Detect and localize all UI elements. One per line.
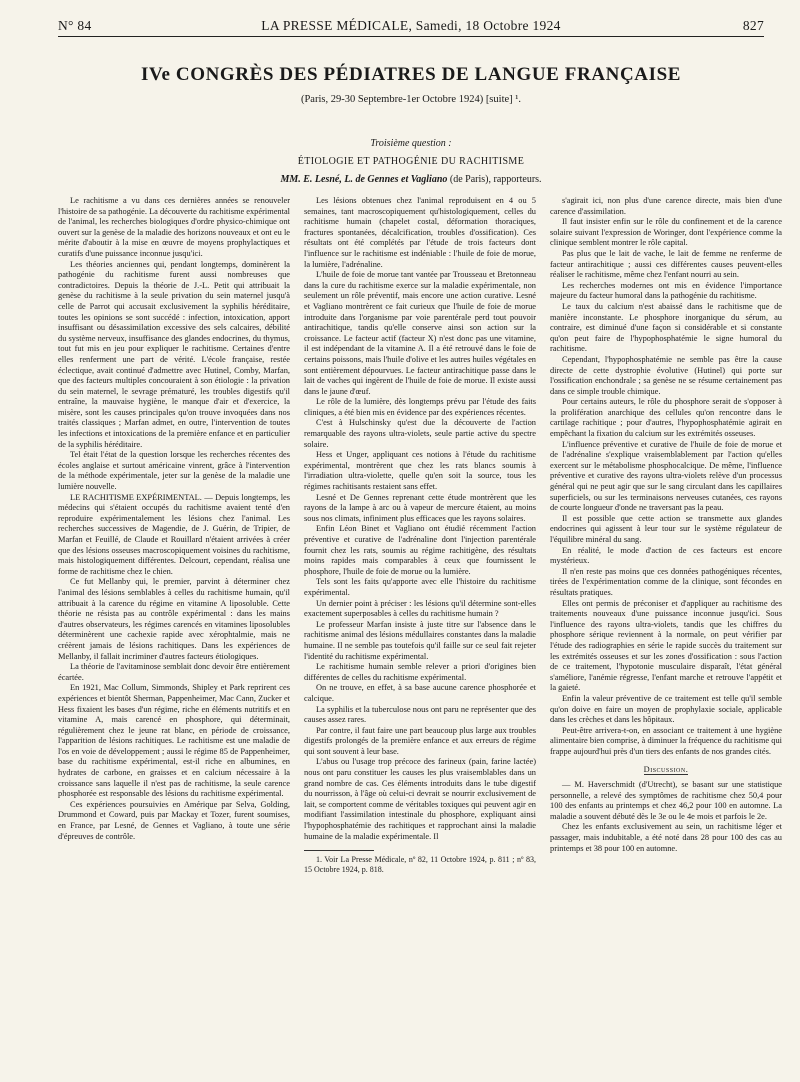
paragraph: Il n'en reste pas moins que ces données pathogéniques récentes, tirées de l'expérimentation comme de la clinique, sont fécondes en résultats pratiques. [550,566,782,597]
paragraph: Enfin la valeur préventive de ce traitement est telle qu'il semble qu'on doive en faire un moyen de prophylaxie sociale, applicable dans les crèches et dans les hôpitaux. [550,693,782,725]
paragraph: C'est à Hulschinsky qu'est due la découverte de l'action remarquable des rayons ultra-violets, seule partie active du spectre solaire. [304,418,536,449]
paragraph: Un dernier point à préciser : les lésions qu'il détermine sont-elles exactement superposables à celles du rachitisme humain ? [304,598,536,619]
paragraph: L'huile de foie de morue tant vantée par Trousseau et Bretonneau dans la cure du rachitisme exerce sur la maladie expérimentale, non seulement un rôle préventif, mais encore une action curative. Lesné et Vagliano montrèrent ce fait curieux que l'huile de foie de morue introduite dans l'organisme par voie parentérale perd tout pouvoir antirachitique, tandis qu'elle conserve ainsi son action sur la croissance. Le facteur actif (facteur X) n'est donc pas une vitamine, il est indépendant de la vitamine A. Il a été retrouvé dans le foie de certains poissons, mais l'huile d'olive et les autres huiles végétales en sont entièrement dépourvues. Le facteur antirachitique passe dans le lait de vaches qui ingèrent de l'huile de foie de morue. Il existe aussi dans le jaune d'œuf. [304,270,536,396]
paragraph: Lesné et De Gennes reprenant cette étude montrèrent que les rayons de la lampe à arc ou à vapeur de mercure étaient, au moins sous nos climats, infiniment plus efficaces que les rayons solaires. [304,492,536,523]
paragraph: Le professeur Marfan insiste à juste titre sur l'absence dans le rachitisme animal des lésions médullaires constantes dans la maladie humaine. Il ne semble pas toutefois qu'il faille sur ce seul fait rejeter l'identité du rachitisme expérimental. [304,619,536,661]
paragraph: Par contre, il faut faire une part beaucoup plus large aux troubles digestifs prolongés de la première enfance et aux erreurs de régime qui sont souvent à leur base. [304,725,536,756]
paragraph: Ces expériences poursuivies en Amérique par Selva, Golding, Drummond et Coward, puis par Mackay et Tozer, furent soumises, en France, par Lesné, de Gennes et Vagliano, à toute une série d'épreuves de contrôle. [58,799,290,841]
page-number: 827 [742,18,764,33]
paragraph: LE RACHITISME EXPÉRIMENTAL. — Depuis longtemps, les médecins qui s'étaient occupés du rachitisme avaient tenté d'en reproduire expérimentalement les lésions chez l'animal. Les recherches successives de Magendie, de J. Guérin, de Tripier, de Marfan et Feuillé, de Claude et Rouillard n'étaient arrivées à créer que des lésions osseuses macroscopiquement voisines du rachitisme, mais histologiquement différentes. Delcourt, cependant, réalisa une forme de rachitisme chez le chien. [58,492,290,576]
column-1 [58,196,290,1072]
paragraph: Peut-être arrivera-t-on, en associant ce traitement à une hygiène alimentaire bien comprise, à diminuer la fréquence du rachitisme qui frappe aujourd'hui près d'un tiers des enfants de nos grandes cités. [550,725,782,756]
paragraph: L'influence préventive et curative de l'huile de foie de morue et de l'adrénaline s'explique vraisemblablement par l'action qu'elles exercent sur le métabolisme phosphocalcique. De même, l'influence préventive et curative des rayons ultra-violets relève d'un processus général qui ne peut agir que sur le sang circulant dans les capillaires superficiels, ou sur les terminaisons nerveuses cutanées, ces rayons de courte longueur d'onde ne traversant pas la peau. [550,439,782,513]
paragraph: Tel était l'état de la question lorsque les recherches récentes des écoles anglaise et surtout américaine vinrent, grâce à l'intervention de la méthode expérimentale, jeter sur la genèse de la maladie une lumière nouvelle. [58,450,290,492]
paragraph: Pas plus que le lait de vache, le lait de femme ne renferme de facteur antirachitique ; aussi ces différentes causes peuvent-elles réaliser le rachitisme, même chez l'enfant nourri au sein. [550,248,782,280]
paragraph: L'abus ou l'usage trop précoce des farineux (pain, farine lactée) nous ont paru constituer les causes les plus vraisemblables dans un grand nombre de cas. Ces éléments introduits dans le tube digestif du nourrisson, à l'âge où celui-ci devrait se nourrir exclusivement de lait, se comportent comme de véritables toxiques qui peuvent agir en modifiant l'assimilation intestinale du phosphore, expliquant ainsi l'hypophosphatémie des rachitiques et rapprochant ainsi la maladie humaine de la maladie expérimentale. Il [304,757,536,841]
paragraph: Les lésions obtenues chez l'animal reproduisent en 4 ou 5 semaines, tant macroscopiquement qu'histologiquement, celles du rachitisme humain (chapelet costal, déformation thoraciques, fractures spontanées, décalcification, troubles d'ossification). Ces résultats ont été complétés par l'étude de trois facteurs dont l'influence sur le rachitisme est indéniable : l'huile de foie de morue, la lumière, l'adrénaline. [304,196,536,269]
paragraph: s'agirait ici, non plus d'une carence directe, mais bien d'une carence d'assimilation. [550,196,782,216]
paragraph: On ne trouve, en effet, à sa base aucune carence phosphorée et calcique. [304,683,536,703]
paragraph: Cependant, l'hypophosphatémie ne semble pas être la cause directe de cette dystrophie évolutive (Hutinel) qui porte sur l'ossification enchondrale ; sa genèse ne se résume certainement pas dans ce simple trouble chimique. [550,354,782,396]
issue-number: N° 84 [58,18,92,33]
column-2 [304,196,536,1072]
paragraph: Enfin Léon Binet et Vagliano ont étudié récemment l'action préventive et curative de l'adrénaline dont l'injection parentérale fournit chez les rats, soumis au régime rachitigène, des résultats moins rapides mais comparables à ceux que fournissent le phosphore, l'huile de foie de morue ou la lumière. [304,524,536,576]
discussion-paragraph: — M. Haverschmidt (d'Utrecht), se basant sur une statistique personnelle, a relevé des symptômes de rachitisme chez 50,4 pour 100 des enfants au printemps et chez 46,2 pour 100 en automne. La maladie a souvent débuté dès le 3e ou le 4e mois et parfois le 2e. [550,780,782,821]
paragraph: En réalité, le mode d'action de ces facteurs est encore mystérieux. [550,545,782,566]
question-label: Troisième question : [370,138,452,149]
paragraph: Ce fut Mellanby qui, le premier, parvint à déterminer chez l'animal des lésions semblables à celles du rachitisme humain, qu'il attribuait à la carence du régime en vitamine A liposoluble. Cette théorie ne résista pas au contrôle expérimental : dans les mains d'autres observateurs, les régimes carencés en vitamines liposolubles déterminèrent une cachexie rapide avec xérophtalmie, mais ne créèrent jamais de lésions rachitiques. Dans les expériences de Mellanby, il fallait incriminer d'autres facteurs étiologiques. [58,577,290,661]
paragraph: Pour certains auteurs, le rôle du phosphore serait de s'opposer à la prolifération anarchique des cellules qu'on rencontre dans le cartilage rachitique ; pour d'autres, l'hypophosphatémie agirait en empêchant la fixation du calcium sur les extrémités osseuses. [550,397,782,439]
header-rule [58,36,764,37]
paragraph: Il faut insister enfin sur le rôle du confinement et de la carence solaire suivant l'expression de Woringer, dont l'expérience comme la clinique semblent montrer le rôle capital. [550,217,782,248]
paragraph: Le rôle de la lumière, dès longtemps prévu par l'étude des faits cliniques, a été bien mis en évidence par des expériences récentes. [304,397,536,417]
paragraph: Elles ont permis de préconiser et d'appliquer au rachitisme des traitements nouveaux d'une puissance inconnue jusqu'ici. Sous l'influence des rayons ultra-violets, tandis que les chiffres du phosphore sérique reviennent à la normale, on peut vérifier par l'étude des radiographies en série le rapide succès du traitement sur les extrémités osseuses et sur les zones d'ossification : sous l'action de ce traitement, l'hypotonie musculaire disparaît, l'état général s'améliore, l'anémie régresse, l'enfant marche et retrouve l'appétit et la gaieté. [550,598,782,693]
discussion-heading: Discussion. [643,765,689,775]
authors-role: (de Paris), rapporteurs. [447,174,542,185]
paragraph: Tels sont les faits qu'apporte avec elle l'histoire du rachitisme expérimental. [304,577,536,597]
paragraph: Les théories anciennes qui, pendant longtemps, dominèrent la pathogénie du rachitisme furent aussi nombreuses que contradictoires. Depuis la théorie de J.-L. Petit qui attribuait la genèse du rachitisme à la seule privation du sein maternel jusqu'à celle de Parrot qui accusait exclusivement la syphilis héréditaire, toutes les opinions se sont succédé : infection, intoxication, apport insuffisant ou désassimilation excessive des sels calcaires, débilité du système nerveux, insuffisance des glandes endocrines, du thymus, tout fut mis en jeu pour expliquer le rachitisme. Certaines d'entre elles renferment une part de vérité. L'école française, restée éclectique, avait continué d'admettre avec Hutinel, Comby, Marfan, que des facteurs multiples concouraient à son étiologie : la privation du sein maternel, le sevrage prématuré, les troubles digestifs qu'il entraîne, la mauvaise hygiène, le manque d'air et d'exercice, la misère, sont les causes principales qu'on trouve invoquées dans nos traités classiques ; Marfan admet, en outre, l'intervention de toutes les infections et intoxications de la première enfance et en particulier de la syphilis héréditaire. [58,259,290,449]
footnote-rule [304,850,374,851]
paragraph: Hess et Unger, appliquant ces notions à l'étude du rachitisme expérimental, montrèrent que chez les rats blancs soumis à l'irradiation ultra-violette, quelle qu'en soit la source, tous les régimes rachitisants restaient sans effet. [304,450,536,492]
article-headline: IVe CONGRÈS DES PÉDIATRES DE LANGUE FRANÇAISE [140,64,682,85]
paragraph: Il est possible que cette action se transmette aux glandes endocrines qui agissent à leur tour sur le système régulateur de l'équilibre minéral du sang. [550,513,782,544]
paragraph: Le taux du calcium n'est abaissé dans le rachitisme que de manière inconstante. Le phosphore inorganique du sérum, au contraire, est diminué d'une façon si considérable et si constante qu'on peut faire de l'hypophosphatémie le signe humoral du rachitisme. [550,301,782,354]
paragraph: Le rachitisme humain semble relever a priori d'origines bien différentes de celles du rachitisme expérimental. [304,662,536,682]
paragraph: Le rachitisme a vu dans ces dernières années se renouveler l'histoire de sa pathogénie. La découverte du rachitisme expérimental de l'animal, les recherches biologiques d'ordre physico-chimique ont ouvert sur la genèse de la maladie des horizons nouveaux et ont eu le mérite d'aboutir à la mise en œuvre de moyens prophylactiques et curatifs d'une puissance inconnue jusqu'ici. [58,196,290,258]
newspaper-title: LA PRESSE MÉDICALE, Samedi, 18 Octobre 1924 [261,18,561,33]
paragraph: La syphilis et la tuberculose nous ont paru ne représenter que des causes assez rares. [304,704,536,725]
authors-names: MM. E. Lesné, L. de Gennes et Vagliano [280,174,448,185]
paragraph: En 1921, Mac Collum, Simmonds, Shipley et Park reprirent ces expériences et bientôt Sherman, Pappenheimer, Mac Cann, Zucker et Hess fixaient les bases d'un régime, riche en éléments nutritifs et en vitamine A, mais carencé en phosphore, qui déterminait, régulièrement chez le jeune rat blanc, en période de croissance, l'apparition de lésions rachitiques. Le rachitisme est une maladie de l'os en voie de développement ; aussi le régime 85 de Pappenheimer, base du rachitisme expérimental, est-il riche en albumines, en hydrates de carbone, en graisses et en calcium nécessaire à la croissance sans laquelle il n'est pas de rachitisme, la seule carence phosphorée est responsable des lésions du rachitisme expérimental. [58,683,290,799]
discussion-paragraph: Chez les enfants exclusivement au sein, un rachitisme léger et passager, mais indubitable, a été noté dans 28 pour 100 des cas au printemps et 38 pour 100 en automne. [550,822,782,853]
running-header [58,18,764,36]
paragraph: La théorie de l'avitaminose semblait donc devoir être entièrement écartée. [58,662,290,682]
authors-line [58,174,764,185]
paragraph: Les recherches modernes ont mis en évidence l'importance majeure du facteur humoral dans la pathogénie du rachitisme. [550,280,782,301]
footnote: 1. Voir La Presse Médicale, nº 82, 11 Octobre 1924, p. 811 ; nº 83, 15 Octobre 1924, p. 818. [304,855,536,875]
column-3 [550,196,782,1072]
topic-title: ÉTIOLOGIE ET PATHOGÉNIE DU RACHITISME [297,156,525,167]
article-subhead: (Paris, 29-30 Septembre-1er Octobre 1924) [suite] ¹. [300,94,522,105]
